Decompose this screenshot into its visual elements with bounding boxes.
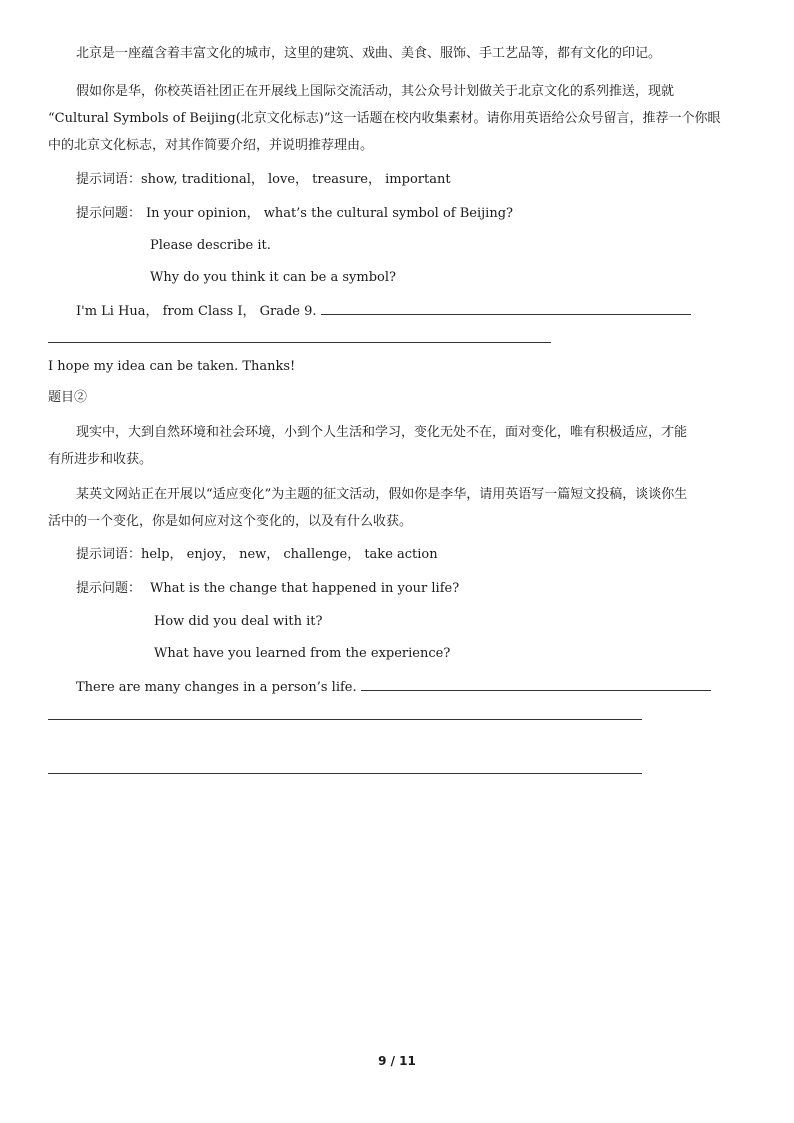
- q1-answer-line[interactable]: [48, 342, 551, 343]
- q1-answer-blank[interactable]: [321, 302, 691, 315]
- q1-answer-start: [76, 302, 691, 320]
- q1-task-line-1: 假如你是华，你校英语社团正在开展线上国际交流活动，其公众号计划做关于北京文化的系列推送，现就: [76, 84, 675, 99]
- q2-hint-question-1: What is the change that happened in your life?: [150, 581, 460, 596]
- page-number: 9 / 11: [378, 1054, 416, 1068]
- q2-hint-question-3: What have you learned from the experience?: [154, 646, 451, 661]
- q2-answer-start: [76, 678, 711, 696]
- q1-task-line-2: “Cultural Symbols of Beijing(北京文化标志)”这一话题在校内收集素材。请你用英语给公众号留言，推荐一个你眼: [48, 111, 721, 126]
- q1-hint-question-3: Why do you think it can be a symbol?: [150, 270, 397, 285]
- q1-intro: 北京是一座蕴含着丰富文化的城市，这里的建筑、戏曲、美食、服饰、手工艺品等，都有文化的印记。: [76, 46, 662, 61]
- q2-intro-line-1: 现实中，大到自然环境和社会环境，小到个人生活和学习，变化无处不在，面对变化，唯有积极适应，才能: [76, 425, 688, 440]
- q2-intro-line-2: 有所进步和收获。: [48, 452, 153, 467]
- q2-hint-questions-label: 提示问题：: [76, 581, 142, 596]
- q2-answer-line-2[interactable]: [48, 773, 642, 774]
- q1-hint-question-2: Please describe it.: [150, 238, 271, 253]
- q2-title: 题目②: [48, 390, 88, 405]
- q1-start-sentence: I'm Li Hua， from Class I， Grade 9.: [76, 304, 317, 319]
- q1-hint-words: 提示词语：show, traditional， love， treasure， important: [76, 172, 451, 187]
- q2-start-sentence: There are many changes in a person’s life.: [76, 680, 357, 695]
- q2-task-line-2: 活中的一个变化，你是如何应对这个变化的，以及有什么收获。: [48, 514, 413, 529]
- q2-task-line-1: 某英文网站正在开展以“适应变化”为主题的征文活动，假如你是李华，请用英语写一篇短文投稿，谈谈你生: [76, 487, 688, 502]
- q2-hint-question-2: How did you deal with it?: [154, 614, 323, 629]
- q1-hint-question-1: In your opinion， what’s the cultural symbol of Beijing?: [146, 206, 514, 221]
- q1-task-line-3: 中的北京文化标志，对其作简要介绍，并说明推荐理由。: [48, 138, 374, 153]
- q2-answer-line-1[interactable]: [48, 719, 642, 720]
- q1-closing: I hope my idea can be taken. Thanks!: [48, 359, 296, 374]
- q1-hint-questions-label: 提示问题：: [76, 206, 142, 221]
- q2-answer-blank[interactable]: [361, 678, 711, 691]
- q2-hint-words: 提示词语：help， enjoy， new， challenge， take action: [76, 547, 438, 562]
